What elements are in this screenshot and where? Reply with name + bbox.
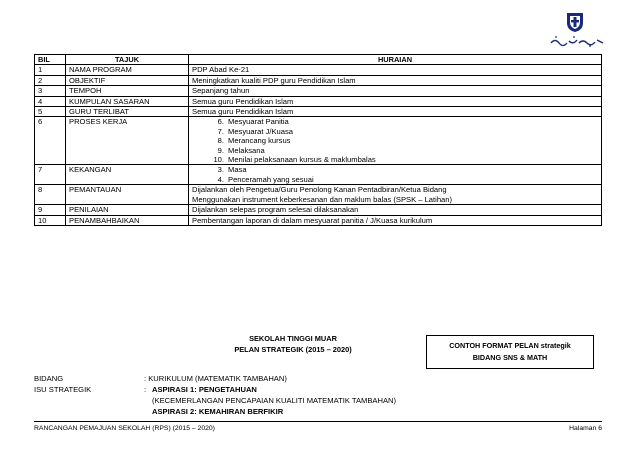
row-huraian	[189, 86, 602, 96]
table-body	[35, 65, 602, 226]
list-item-text: Mesyuarat J/Kuasa	[228, 126, 293, 136]
list-item-text: Mesyuarat Panitia	[228, 117, 289, 127]
logo-jawi-script	[549, 34, 605, 48]
list-item-text: Menilai pelaksanaan kursus & maklumbalas	[228, 155, 376, 165]
plan-title	[208, 333, 378, 355]
header-huraian: HURAIAN	[189, 55, 602, 65]
row-bil: 10	[35, 215, 66, 225]
footer-document-title: RANCANGAN PEMAJUAN SEKOLAH (RPS) (2015 – 2020)	[34, 425, 215, 432]
list-item-number: 4.	[217, 174, 224, 184]
header-tajuk: TAJUK	[66, 55, 189, 65]
huraian-line: Sepanjang tahun	[192, 86, 250, 96]
row-tajuk: OBJEKTIF	[66, 75, 189, 85]
row-bil: 2	[35, 75, 66, 85]
row-huraian	[189, 107, 602, 117]
list-item-number: 7.	[217, 126, 224, 136]
aspirasi-1: ASPIRASI 1: PENGETAHUAN	[152, 385, 257, 394]
header-bil: BIL	[35, 55, 66, 65]
list-item-text: Melaksana	[228, 145, 265, 155]
row-huraian	[189, 65, 602, 75]
table-row	[35, 86, 602, 96]
list-item-number: 9.	[217, 145, 224, 155]
aspirasi-1-desc: (KECEMERLANGAN PENCAPAIAN KUALITI MATEMATIK TAMBAHAN)	[152, 396, 397, 405]
row-huraian	[189, 165, 602, 185]
row-huraian	[189, 117, 602, 165]
huraian-line: Pembentangan laporan di dalam mesyuarat panitia / J/Kuasa kurikulum	[192, 215, 433, 225]
school-crest-icon	[565, 11, 585, 33]
list-item-number: 10.	[213, 155, 224, 165]
school-logo	[549, 11, 605, 49]
bidang-row	[34, 374, 287, 384]
footer-page-number: Halaman 6	[569, 425, 602, 432]
table-header-row	[35, 55, 602, 65]
table-row	[35, 165, 602, 185]
row-bil: 4	[35, 96, 66, 106]
bidang-label: BIDANG	[34, 374, 64, 383]
row-huraian	[189, 96, 602, 106]
row-tajuk: PEMANTAUAN	[66, 185, 189, 205]
table-row	[35, 117, 602, 165]
aspirasi-2: ASPIRASI 2: KEMAHIRAN BERFIKIR	[152, 407, 284, 416]
bidang-value: : KURIKULUM (MATEMATIK TAMBAHAN)	[144, 374, 287, 383]
list-item	[192, 146, 598, 155]
list-item	[192, 136, 598, 145]
row-bil: 6	[35, 117, 66, 165]
list-item	[192, 175, 598, 184]
table-row	[35, 205, 602, 215]
format-box	[426, 335, 594, 369]
row-huraian	[189, 215, 602, 225]
table-row	[35, 215, 602, 225]
row-tajuk: PENILAIAN	[66, 205, 189, 215]
format-box-title: CONTOH FORMAT PELAN strategik	[449, 341, 571, 350]
huraian-line: Menggunakan instrument keberkesanan dan maklum balas (SPSK – Latihan)	[192, 194, 453, 204]
row-huraian	[189, 185, 602, 205]
row-tajuk: KEKANGAN	[66, 165, 189, 185]
row-tajuk: NAMA PROGRAM	[66, 65, 189, 75]
huraian-line: Dijalankan oleh Pengetua/Guru Penolong Kanan Pentadbiran/Ketua Bidang	[192, 185, 447, 195]
isu-colon: :	[144, 385, 147, 394]
huraian-line: PDP Abad Ke-21	[192, 65, 250, 75]
huraian-line: Semua guru Pendidikan Islam	[192, 107, 294, 117]
row-bil: 1	[35, 65, 66, 75]
row-bil: 8	[35, 185, 66, 205]
program-table	[34, 54, 602, 226]
row-tajuk: TEMPOH	[66, 86, 189, 96]
huraian-line: Semua guru Pendidikan Islam	[192, 96, 294, 106]
format-box-subtitle: BIDANG SNS & MATH	[472, 353, 548, 362]
table-row	[35, 75, 602, 85]
row-bil: 7	[35, 165, 66, 185]
list-item-number: 3.	[217, 165, 224, 175]
isu-row	[34, 385, 257, 395]
list-item-text: Penceramah yang sesuai	[228, 174, 314, 184]
row-tajuk: GURU TERLIBAT	[66, 107, 189, 117]
table-row	[35, 107, 602, 117]
row-bil: 9	[35, 205, 66, 215]
list-item	[192, 127, 598, 136]
plan-period: PELAN STRATEGIK (2015 – 2020)	[234, 345, 352, 354]
footer-divider	[34, 421, 602, 422]
isu-label: ISU STRATEGIK	[34, 385, 92, 394]
list-item	[192, 155, 598, 164]
huraian-line: Dijalankan selepas program selesai dilaksanakan	[192, 205, 359, 215]
row-tajuk: KUMPULAN SASARAN	[66, 96, 189, 106]
row-huraian	[189, 205, 602, 215]
table-row	[35, 65, 602, 75]
list-item-number: 6.	[217, 117, 224, 127]
row-bil: 5	[35, 107, 66, 117]
row-tajuk: PENAMBAHBAIKAN	[66, 215, 189, 225]
list-item	[192, 165, 598, 174]
table-row	[35, 96, 602, 106]
row-huraian	[189, 75, 602, 85]
list-item-text: Masa	[228, 165, 247, 175]
huraian-line: Meningkatkan kualiti PDP guru Pendidikan Islam	[192, 75, 356, 85]
table-row	[35, 185, 602, 205]
list-item	[192, 117, 598, 126]
list-item-number: 8.	[217, 136, 224, 146]
row-bil: 3	[35, 86, 66, 96]
list-item-text: Merancang kursus	[228, 136, 291, 146]
row-tajuk: PROSES KERJA	[66, 117, 189, 165]
school-name: SEKOLAH TINGGI MUAR	[249, 334, 337, 343]
